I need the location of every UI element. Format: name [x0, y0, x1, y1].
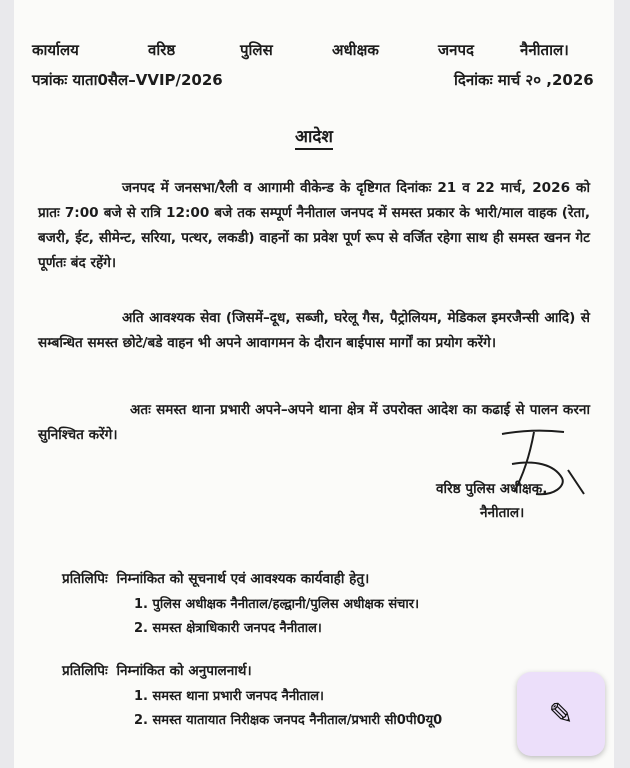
paragraph-3: अतः समस्त थाना प्रभारी अपने–अपने थाना क्षेत्र में उपरोक्त आदेश का कढाई से पालन करना सुनिश्चित करेंगे। [38, 402, 590, 443]
signature-designation: वरिष्ठ पुलिस अधीक्षक, [436, 481, 548, 497]
paragraph-2: अति आवश्यक सेवा (जिसमें–दूध, सब्जी, घरेलू गैस, पैट्रोलियम, मेडिकल इमरजैन्सी आदि) से सम्बन्धित समस्त छोटे/बडे वाहन भी अपने आवागमन के दौरान बाईपास मार्गों का प्रयोग करेंगे। [38, 310, 590, 351]
copy2-label: प्रतिलिपिः [62, 663, 108, 679]
letter-number: पत्रांकः याता0सैल–VVIP/2026 [32, 71, 223, 89]
document-page [14, 0, 614, 768]
office-city: नैनीताल। [520, 41, 569, 59]
copy2-item-2: 2. समस्त यातायात निरीक्षक जनपद नैनीताल/प्रभारी सी0पी0यू0 [134, 713, 443, 728]
copy1-item-1: 1. पुलिस अधीक्षक नैनीताल/हल्द्वानी/पुलिस अधीक्षक संचार। [134, 597, 420, 612]
copy1-heading [62, 568, 369, 587]
letter-date: दिनांकः मार्च २० ,2026 [454, 71, 594, 89]
office-police: पुलिस [240, 41, 273, 59]
signature-place: नैनीताल। [480, 505, 525, 521]
office-label: कार्यालय [32, 41, 79, 59]
office-supt: अधीक्षक [332, 41, 379, 59]
copy2-heading [62, 660, 252, 679]
copy1-purpose: निम्नांकित को सूचनार्थ एवं आवश्यक कार्यवाही हेतु। [116, 571, 370, 587]
copy1-item-2: 2. समस्त क्षेत्राधिकारी जनपद नैनीताल। [134, 621, 322, 636]
magic-edit-button[interactable] [517, 672, 605, 756]
magic-edit-icon: ✎ [548, 696, 574, 732]
office-district: जनपद [438, 41, 474, 59]
order-title: आदेश [14, 124, 614, 147]
paragraph-1: जनपद में जनसभा/रैली व आगामी वीकेन्ड के दृष्टिगत दिनांकः 21 व 22 मार्च, 2026 को प्रातः 7:00 बजे से रात्रि 12:00 बजे तक सम्पूर्ण नैनीताल जनपद में समस्त प्रकार के भारी/माल वाहक (रेता, बजरी, ईट, सीमेन्ट, सरिया, पत्थर, लकडी) वाहनों का प्रवेश पूर्ण रूप से वर्जित रहेगा साथ ही समस्त खनन गेट पूर्णतः बंद रहेंगे। [38, 180, 590, 271]
office-senior: वरिष्ठ [148, 41, 176, 59]
copy2-item-1: 1. समस्त थाना प्रभारी जनपद नैनीताल। [134, 689, 324, 704]
copy2-purpose: निम्नांकित को अनुपालनार्थ। [116, 663, 252, 679]
copy1-label: प्रतिलिपिः [62, 571, 108, 587]
